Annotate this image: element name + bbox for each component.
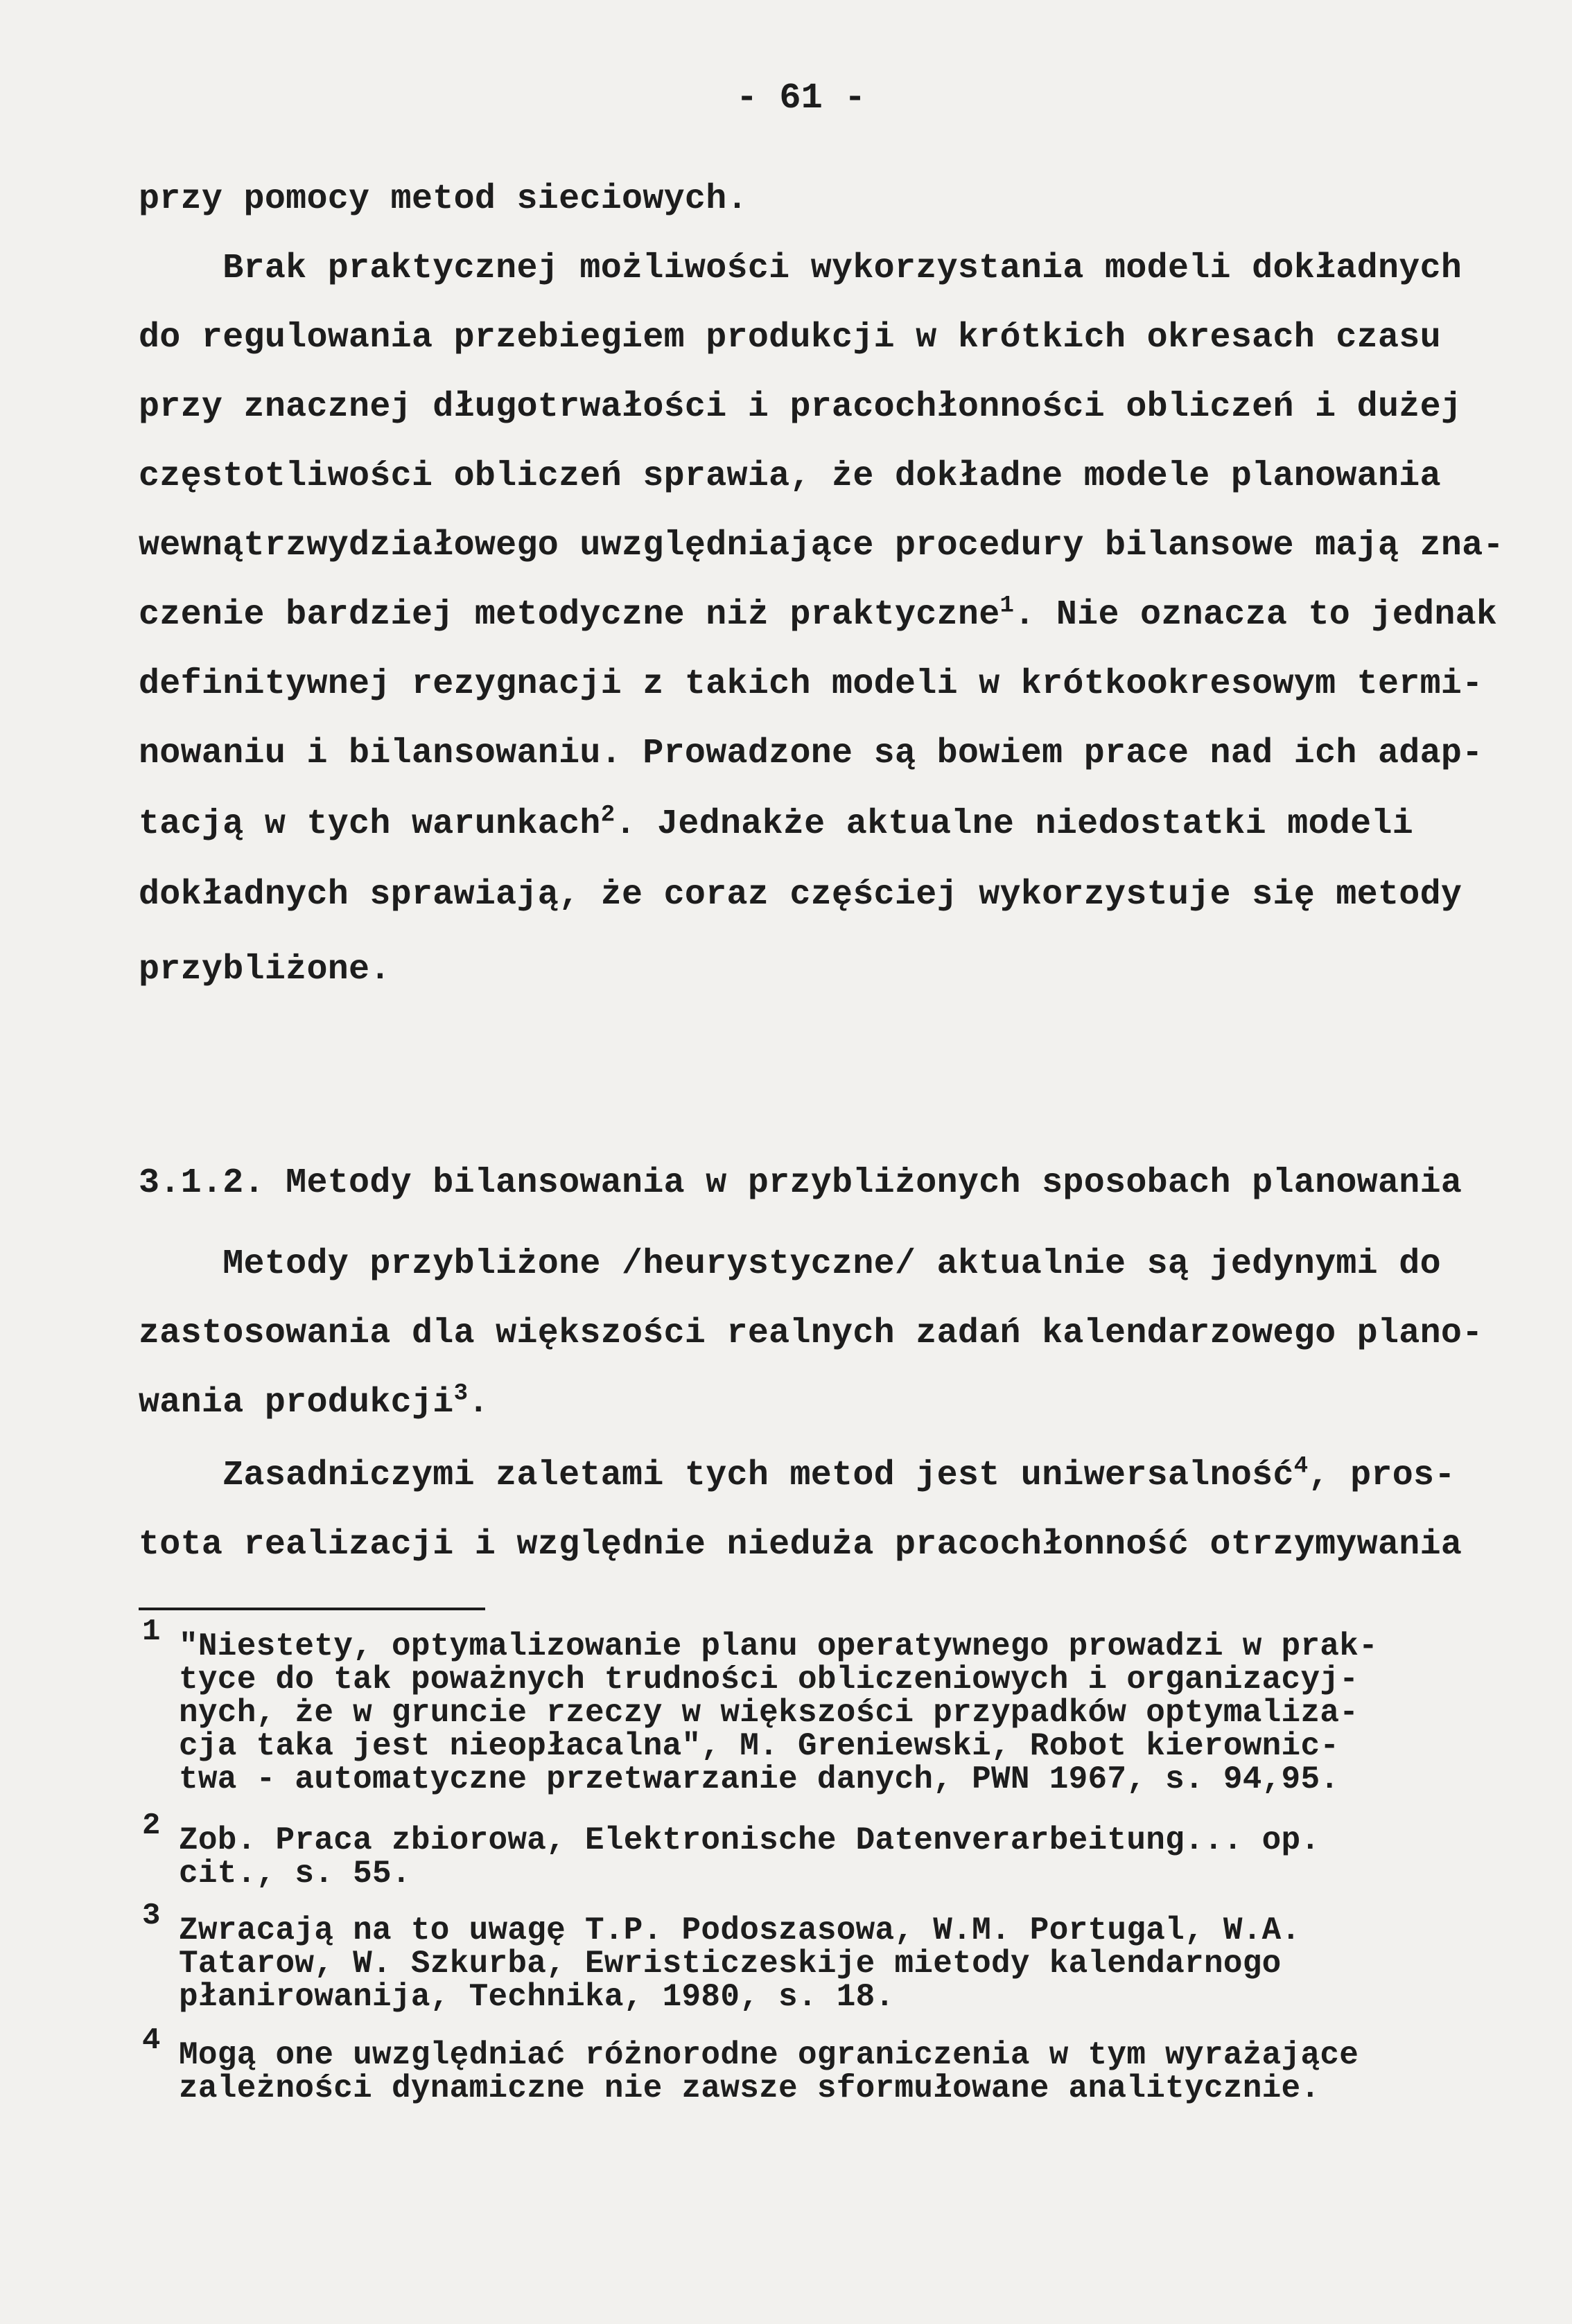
page-number: - 61 - — [736, 78, 866, 118]
body-line: wania produkcji$^3$. — [139, 1380, 489, 1423]
body-line: tacją w tych warunkach$^2$. Jednakże aktualne niedostatki modeli — [139, 802, 1414, 844]
footnote-line: Tatarow, W. Szkurba, Ewristiczeskije mietody kalendarnogo — [179, 1946, 1282, 1982]
body-line: do regulowania przebiegiem produkcji w krótkich okresach czasu — [139, 318, 1441, 358]
body-line: częstotliwości obliczeń sprawia, że dokładne modele planowania — [139, 457, 1441, 496]
body-line: Zasadniczymi zaletami tych metod jest uniwersalność$^4$, pros- — [139, 1453, 1456, 1495]
body-line: przybliżone. — [139, 950, 391, 989]
footnote-number: 1 — [142, 1614, 161, 1649]
footnote-ref: 1 — [999, 592, 1015, 619]
footnote-line: "Niestety, optymalizowanie planu operatywnego prowadzi w prak- — [179, 1628, 1379, 1664]
footnote-ref: 4 — [1293, 1453, 1309, 1480]
footnote-line: Zob. Praca zbiorowa, Elektronische Datenverarbeitung... op. — [179, 1822, 1320, 1858]
footnote-line: twa - automatyczne przetwarzanie danych, PWN 1967, s. 94,95. — [179, 1761, 1340, 1797]
footnote-ref: 2 — [600, 802, 615, 829]
footnote-ref: 3 — [453, 1380, 469, 1407]
footnote-line: cja taka jest nieopłacalna", M. Greniewski, Robot kierownic- — [179, 1728, 1340, 1764]
body-line: Metody przybliżone /heurystyczne/ aktualnie są jedynymi do — [139, 1244, 1441, 1284]
body-line: dokładnych sprawiają, że coraz częściej wykorzystuje się metody — [139, 875, 1462, 915]
footnote-line: płanirowanija, Technika, 1980, s. 18. — [179, 1979, 895, 2015]
footnote-line: Mogą one uwzględniać różnorodne ograniczenia w tym wyrażające — [179, 2037, 1359, 2073]
footnote-number: 3 — [142, 1899, 161, 1933]
body-line: Brak praktycznej możliwości wykorzystania modeli dokładnych — [139, 249, 1462, 288]
body-line: czenie bardziej metodyczne niż praktyczne$^1$. Nie oznacza to jednak — [139, 592, 1498, 635]
footnote-number: 2 — [142, 1808, 161, 1843]
footnote-line: cit., s. 55. — [179, 1856, 411, 1892]
body-line: definitywnej rezygnacji z takich modeli w krótkookresowym termi- — [139, 664, 1483, 704]
footnote-separator — [139, 1608, 485, 1610]
body-line: nowaniu i bilansowaniu. Prowadzone są bowiem prace nad ich adap- — [139, 734, 1483, 773]
footnote-line: nych, że w gruncie rzeczy w większości przypadków optymaliza- — [179, 1695, 1359, 1731]
body-line: zastosowania dla większości realnych zadań kalendarzowego plano- — [139, 1314, 1483, 1353]
body-line: przy pomocy metod sieciowych. — [139, 179, 748, 219]
section-heading: 3.1.2. Metody bilansowania w przybliżonych sposobach planowania — [139, 1163, 1462, 1203]
footnote-number: 4 — [142, 2023, 161, 2058]
body-line: wewnątrzwydziałowego uwzględniające procedury bilansowe mają zna- — [139, 526, 1504, 565]
footnote-line: tyce do tak poważnych trudności obliczeniowych i organizacyj- — [179, 1662, 1359, 1698]
body-line: przy znacznej długotrwałości i pracochłonności obliczeń i dużej — [139, 387, 1462, 427]
body-line: tota realizacji i względnie nieduża pracochłonność otrzymywania — [139, 1525, 1462, 1565]
footnote-line: Zwracają na to uwagę T.P. Podoszasowa, W.M. Portugal, W.A. — [179, 1912, 1301, 1948]
footnote-line: zależności dynamiczne nie zawsze sformułowane analitycznie. — [179, 2070, 1320, 2106]
